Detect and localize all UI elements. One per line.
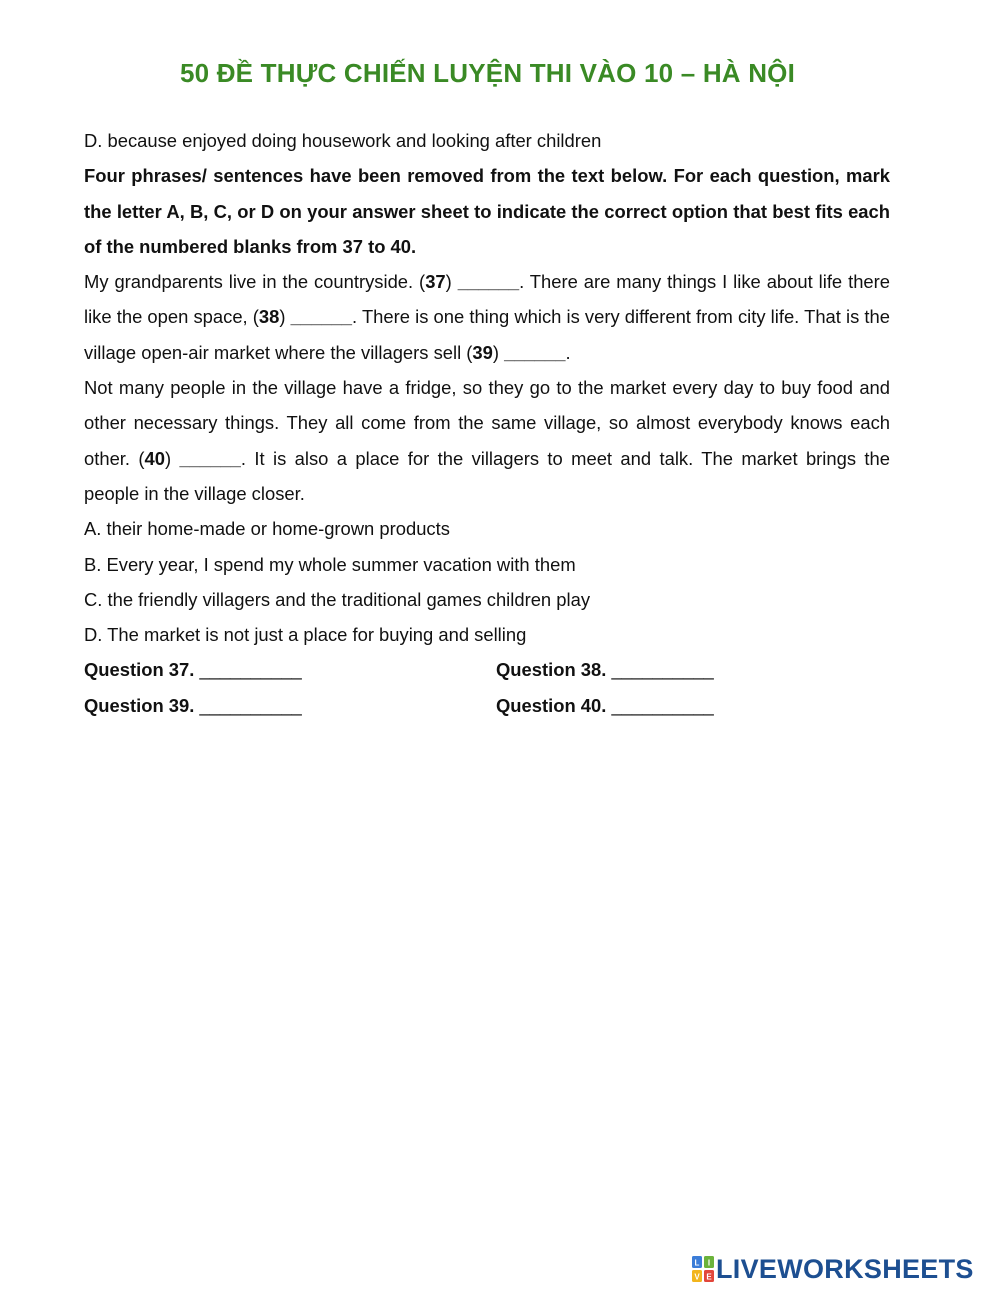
answer-40-field[interactable]: __________ <box>611 694 714 716</box>
answer-38: Question 38. __________ <box>496 659 714 681</box>
svg-text:E: E <box>706 1272 712 1282</box>
answer-40: Question 40. __________ <box>496 694 714 716</box>
question-number-39: 39 <box>472 341 493 363</box>
blank-40[interactable]: ______ <box>179 447 241 469</box>
blank-38[interactable]: ______ <box>290 306 353 328</box>
answer-row-2 <box>84 688 890 723</box>
question-number-38: 38 <box>258 306 280 328</box>
answer-37: Question 37. __________ <box>84 659 302 681</box>
liveworksheets-logo <box>692 1252 974 1286</box>
instruction-text: Four phrases/ sentences have been removed from the text below. For each question, mark the letter A, B, C, or D on your answer sheet to indicate the correct option that best fits each of the numbered blanks from 37 to 40. <box>84 165 890 257</box>
question-number-40: 40 <box>144 447 165 469</box>
previous-option-d: D. because enjoyed doing housework and looking after children <box>84 130 602 151</box>
question-number-37: 37 <box>425 271 446 293</box>
svg-text:I: I <box>707 1258 711 1268</box>
option-d: D. The market is not just a place for buying and selling <box>84 624 527 646</box>
answer-39: Question 39. __________ <box>84 694 302 716</box>
blank-37[interactable]: ______ <box>457 271 520 293</box>
svg-text:V: V <box>694 1272 700 1282</box>
answer-38-field[interactable]: __________ <box>611 659 714 681</box>
answer-37-field[interactable]: __________ <box>199 659 302 681</box>
blank-39[interactable]: ______ <box>504 341 566 363</box>
live-blocks-icon <box>692 1256 714 1282</box>
answer-39-field[interactable]: __________ <box>199 694 302 716</box>
option-a: A. their home-made or home-grown products <box>84 518 450 540</box>
worksheet-content <box>84 123 890 723</box>
page-title: 50 ĐỀ THỰC CHIẾN LUYỆN THI VÀO 10 – HÀ NỘI <box>179 58 796 88</box>
passage-paragraph-2: Not many people in the village have a fridge, so they go to the market every day to buy food and other necessary things. They all come from the same village, so almost everybody knows each other. (40) ______. It is also a place for the villagers to meet and talk. The market brings the people in the village closer. <box>84 377 890 504</box>
svg-text:L: L <box>694 1258 700 1268</box>
passage-paragraph-1: My grandparents live in the countryside. (37) ______. There are many things I like about life there like the open space, (38) ______. There is one thing which is very different from city life. That is the village open-air market where the villagers sell (39) ______. <box>84 271 890 363</box>
option-c: C. the friendly villagers and the traditional games children play <box>84 588 591 610</box>
answer-row-1 <box>84 652 890 687</box>
option-b: B. Every year, I spend my whole summer vacation with them <box>84 553 576 575</box>
logo-text: LIVEWORKSHEETS <box>716 1253 974 1284</box>
